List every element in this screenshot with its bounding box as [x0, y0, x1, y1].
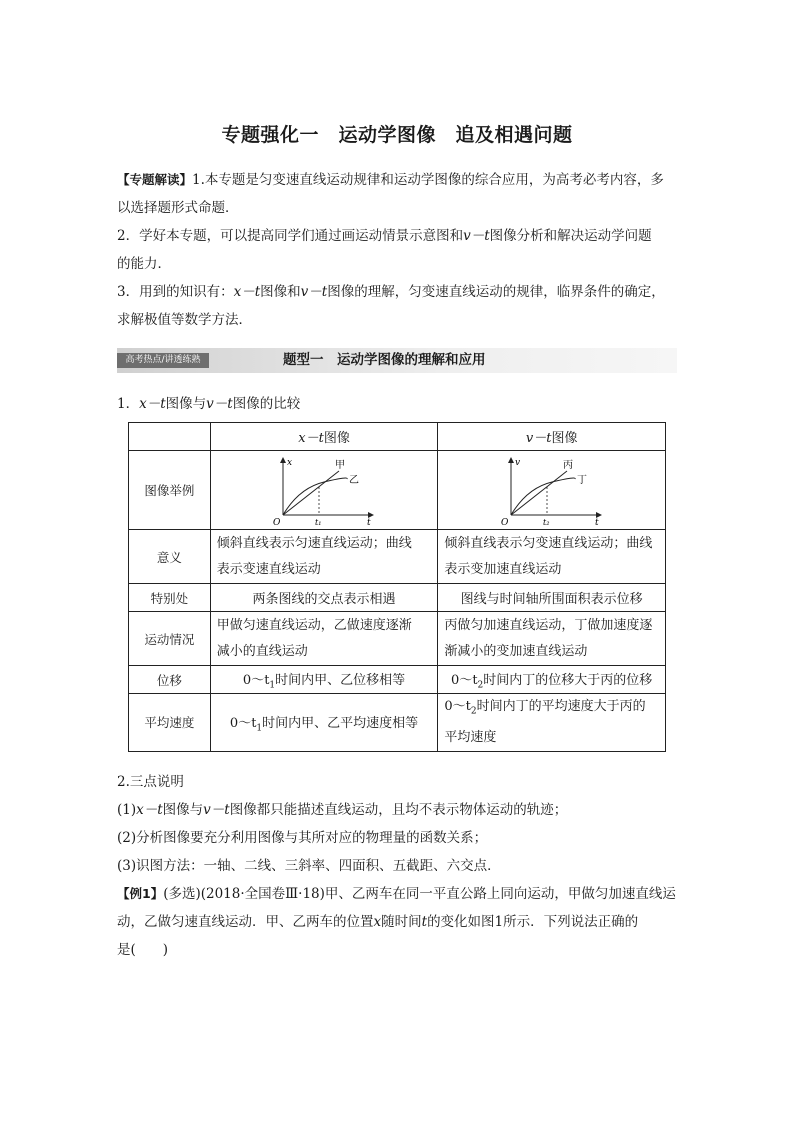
axis-label-v: v	[514, 458, 520, 468]
line-jia	[283, 471, 339, 515]
example-label: 【例1】	[117, 886, 164, 901]
vt-graph	[497, 453, 607, 527]
xt-graph	[269, 453, 379, 527]
disp-xt: $0\sim t_1$时间内甲、乙位移相等	[210, 666, 438, 694]
xt-graph-cell	[210, 451, 438, 530]
intro-line-1: 【专题解读】1.本专题是匀变速直线运动规律和运动学图像的综合应用，为高考必考内容，多	[117, 172, 664, 188]
motion-xt: 甲做匀速直线运动，乙做速度逐渐 减小的直线运动	[210, 612, 438, 666]
origin-label: O	[273, 518, 281, 527]
intro-line-3: 2．学好本专题，可以提高同学们通过画运动情景示意图和v－t图像分析和解决运动学问题	[117, 228, 652, 244]
special-vt: 图线与时间轴所围面积表示位移	[438, 584, 666, 612]
row-label-motion: 运动情况	[129, 612, 211, 666]
line-bing	[511, 471, 567, 515]
row-label-special: 特别处	[129, 584, 211, 612]
table-row	[129, 694, 666, 752]
intro-line-4: 的能力．	[117, 256, 171, 272]
section-title: 题型一 运动学图像的理解和应用	[283, 352, 486, 368]
meaning-vt: 倾斜直线表示匀变速直线运动；曲线 表示变加速直线运动	[438, 530, 666, 584]
intro-line-6: 求解极值等数学方法．	[117, 312, 252, 328]
example-1	[117, 880, 682, 964]
intro-line-5: 3．用到的知识有：x－t图像和v－t图像的理解，匀变速直线运动的规律，临界条件的确定，	[117, 284, 665, 300]
label-ding: 丁	[576, 475, 587, 486]
intro-line-2: 以选择题形式命题．	[117, 200, 239, 216]
table-corner-cell	[129, 423, 211, 451]
section-header	[117, 348, 677, 373]
compare-heading: 1．x－t图像与v－t图像的比较	[117, 396, 301, 412]
row-label-displacement: 位移	[129, 666, 211, 694]
example-line-2: 动，乙做匀速直线运动．甲、乙两车的位置x随时间t的变化如图1所示．下列说法正确的	[117, 914, 639, 930]
table-row	[129, 451, 666, 530]
table-row	[129, 584, 666, 612]
notes-heading: 2.三点说明	[117, 774, 184, 790]
intro-label: 【专题解读】	[117, 172, 193, 187]
comparison-table	[128, 422, 666, 752]
notes-section	[117, 768, 682, 880]
row-label-meaning: 意义	[129, 530, 211, 584]
intro-paragraph	[117, 166, 682, 334]
curve-ding	[511, 478, 575, 515]
vt-graph-cell	[438, 451, 666, 530]
label-jia: 甲	[335, 460, 346, 471]
origin-label: O	[500, 518, 509, 527]
page-title: 专题强化一 运动学图像 追及相遇问题	[221, 124, 573, 146]
table-row	[129, 666, 666, 694]
example-line-1: 【例1】(多选)(2018·全国卷Ⅲ·18)甲、乙两车在同一平直公路上同向运动，甲做匀加速直线运	[117, 886, 676, 902]
curve-yi	[283, 478, 347, 515]
example-line-3: 是( )	[117, 942, 169, 958]
disp-vt: $0\sim t_2$时间内丁的位移大于丙的位移	[438, 666, 666, 694]
note-3: (3)识图方法：一轴、二线、三斜率、四面积、五截距、六交点．	[117, 858, 501, 874]
table-row	[129, 612, 666, 666]
special-xt: 两条图线的交点表示相遇	[210, 584, 438, 612]
label-yi: 乙	[349, 475, 360, 486]
note-2: (2)分析图像要充分利用图像与其所对应的物理量的函数关系；	[117, 830, 488, 846]
header-xt: x－t图像	[210, 423, 438, 451]
note-1: (1)x－t图像与v－t图像都只能描述直线运动，且均不表示物体运动的轨迹；	[117, 802, 568, 818]
axis-label-t: t	[367, 518, 371, 527]
row-label-example: 图像举例	[129, 451, 211, 530]
section-tag: 高考热点/讲透练熟	[117, 353, 209, 368]
label-bing: 丙	[562, 460, 573, 471]
tick-t1: t₁	[315, 518, 322, 527]
meaning-xt: 倾斜直线表示匀速直线运动；曲线 表示变速直线运动	[210, 530, 438, 584]
table-header-row	[129, 423, 666, 451]
table-row	[129, 530, 666, 584]
axis-label-t: t	[594, 518, 599, 527]
avg-xt: $0\sim t_1$时间内甲、乙平均速度相等	[210, 694, 438, 752]
header-vt: v－t图像	[438, 423, 666, 451]
tick-t2: t₂	[542, 518, 550, 527]
motion-vt: 丙做匀加速直线运动，丁做加速度逐 渐减小的变加速直线运动	[438, 612, 666, 666]
axis-label-x: x	[287, 458, 293, 468]
row-label-avg-velocity: 平均速度	[129, 694, 211, 752]
avg-vt: $0\sim t_2$时间内丁的平均速度大于丙的 平均速度	[438, 694, 666, 752]
